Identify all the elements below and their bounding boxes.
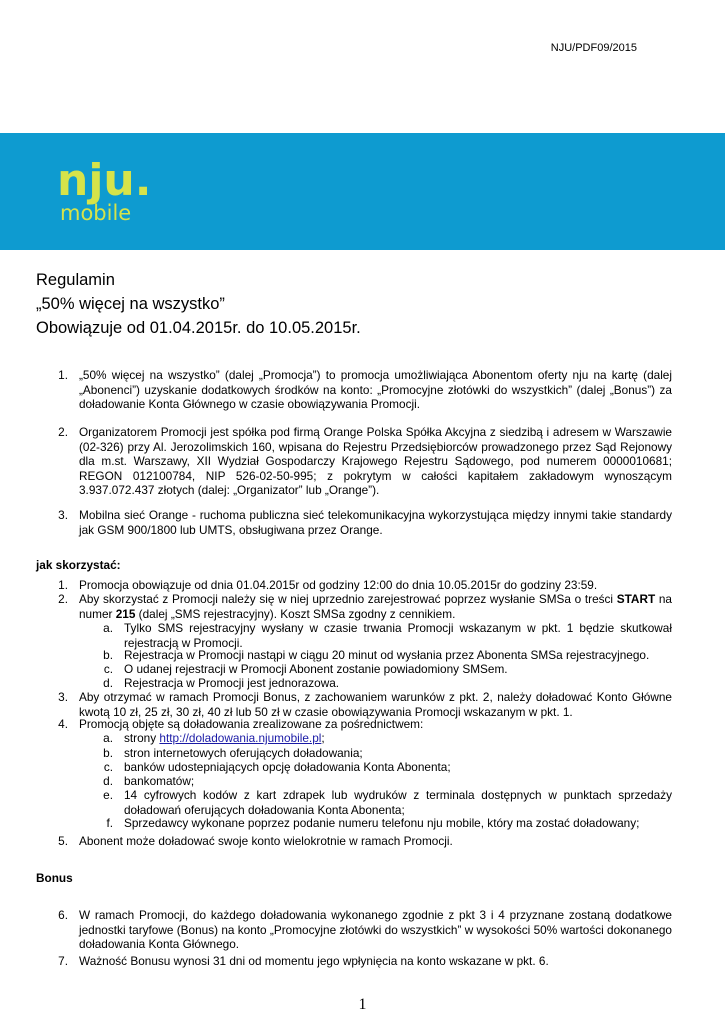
regulation-title: [36, 268, 361, 340]
section-heading-how-to: jak skorzystać:: [36, 558, 121, 572]
subitem-letter: b.: [103, 648, 113, 662]
item-number-2: 2.: [58, 592, 68, 606]
item-paragraph-5: Abonent może doładować swoje konto wielokrotnie w ramach Promocji.: [79, 834, 453, 848]
subitem-text: O udanej rejestracji w Promocji Abonent zostanie powiadomiony SMSem.: [124, 662, 508, 676]
subitem-letter: d.: [103, 676, 113, 690]
section-heading-bonus: Bonus: [36, 871, 73, 885]
subitem-text: banków udostepniających opcję doładowania Konta Abonenta;: [124, 760, 451, 774]
intro-number-3: 3.: [58, 508, 68, 522]
item-number-7: 7.: [58, 954, 68, 968]
subitem-letter: f.: [106, 816, 113, 830]
logo-word-nju: nju.: [57, 162, 152, 206]
subitem-text: Tylko SMS rejestracyjny wysłany w czasie trwania Promocji wskazanym w pkt. 1 będzie skutkował rejestracją w Promocji.: [124, 621, 672, 650]
item-paragraph-2: Aby skorzystać z Promocji należy się w niej uprzednio zarejestrować poprzez wysłanie SMSa o treści START na numer 215 (dalej „SMS rejestracyjny). Koszt SMSa zgodny z cennikiem.: [79, 592, 672, 621]
subitem-letter: d.: [103, 774, 113, 788]
subitem-letter: a.: [103, 621, 113, 635]
logo-word-mobile: mobile: [60, 201, 132, 224]
item-number-5: 5.: [58, 834, 68, 848]
item-number-4: 4.: [58, 717, 68, 731]
item-number-3: 3.: [58, 690, 68, 704]
subitem-text: Rejestracja w Promocji jest jednorazowa.: [124, 676, 340, 690]
item-paragraph-6: W ramach Promocji, do każdego doładowania wykonanego zgodnie z pkt 3 i 4 przyznane zostaną dodatkowe jednostki taryfowe (Bonus) na konto „Promocyjne złotówki do wszystkich” w wysokości 50% wartości dokonanego doładowania Konta Głównego.: [79, 908, 672, 952]
page-number: 1: [358, 996, 367, 1013]
subitem-text: Rejestracja w Promocji nastąpi w ciągu 20 minut od wysłania przez Abonenta SMSa rejestracyjnego.: [124, 648, 650, 662]
title-line-3: Obowiązuje od 01.04.2015r. do 10.05.2015r.: [36, 319, 361, 337]
item-paragraph-7: Ważność Bonusu wynosi 31 dni od momentu jego wpłynięcia na konto wskazane w pkt. 6.: [79, 954, 549, 968]
item-paragraph-4: Promocją objęte są doładowania zrealizowane za pośrednictwem:: [79, 717, 424, 731]
subitem-text: 14 cyfrowych kodów z kart zdrapek lub wydruków z terminala dostępnych w punktach sprzedaży doładowań oferujących doładowania Konta Abonenta;: [124, 788, 672, 817]
title-line-2: „50% więcej na wszystko”: [36, 295, 225, 313]
intro-number-2: 2.: [58, 425, 68, 439]
item-number-1: 1.: [58, 578, 68, 592]
subitem-text-link: strony http://doladowania.njumobile.pl;: [124, 731, 325, 745]
subitem-letter: e.: [103, 788, 113, 802]
intro-paragraph-3: Mobilna sieć Orange - ruchoma publiczna sieć telekomunikacyjna wykorzystująca między innymi takie standardy jak GSM 900/1800 lub UMTS, obsługiwana przez Orange.: [79, 508, 672, 537]
item-number-6: 6.: [58, 908, 68, 922]
subitem-letter: a.: [103, 731, 113, 745]
sms-keyword: START: [616, 592, 656, 606]
title-line-1: Regulamin: [36, 271, 115, 289]
sms-number: 215: [115, 606, 136, 621]
subitem-text: stron internetowych oferujących doładowania;: [124, 746, 363, 760]
doladowania-link[interactable]: http://doladowania.njumobile.pl: [159, 731, 322, 745]
logo-graphic: [57, 162, 172, 224]
subitem-letter: c.: [103, 760, 113, 774]
subitem-text: Sprzedawcy wykonane poprzez podanie numeru telefonu nju mobile, który ma zostać doładowany;: [124, 816, 640, 830]
subitem-letter: c.: [103, 662, 113, 676]
subitem-letter: b.: [103, 746, 113, 760]
nju-mobile-logo: [57, 162, 172, 229]
intro-paragraph-2: Organizatorem Promocji jest spółka pod firmą Orange Polska Spółka Akcyjna z siedzibą i adresem w Warszawie (02-326) przy Al. Jerozolimskich 160, wpisana do Rejestru Przedsiębiorców prowadzonego przez Sąd Rejonowy dla m.st. Warszawy, XII Wydział Gospodarczy Krajowego Rejestru Sądowego, pod numerem 0000010681; REGON 012100784, NIP 526-02-50-995; z pokrytym w całości kapitałem zakładowym wynoszącym 3.937.072.437 złotych (dalej: „Organizator” lub „Orange”).: [79, 425, 672, 498]
item-paragraph-3: Aby otrzymać w ramach Promocji Bonus, z zachowaniem warunków z pkt. 2, należy doładować Konto Główne kwotą 10 zł, 25 zł, 30 zł, 40 zł lub 50 zł w czasie obowiązywania Promocji wskazanym w pkt. 1.: [79, 690, 672, 719]
document-id: NJU/PDF09/2015: [550, 42, 637, 54]
item-paragraph-1: Promocja obowiązuje od dnia 01.04.2015r od godziny 12:00 do dnia 10.05.2015r do godziny 23:59.: [79, 578, 598, 592]
intro-paragraph-1: „50% więcej na wszystko” (dalej „Promocja”) to promocja umożliwiająca Abonentom oferty nju na kartę (dalej „Abonenci”) uzyskanie dodatkowych środków na konto: „Promocyjne złotówki do wszystkich” (dalej „Bonus”) za doładowanie Konta Głównego w czasie obowiązywania Promocji.: [79, 368, 672, 412]
intro-number-1: 1.: [58, 368, 68, 382]
subitem-text: bankomatów;: [124, 774, 195, 788]
